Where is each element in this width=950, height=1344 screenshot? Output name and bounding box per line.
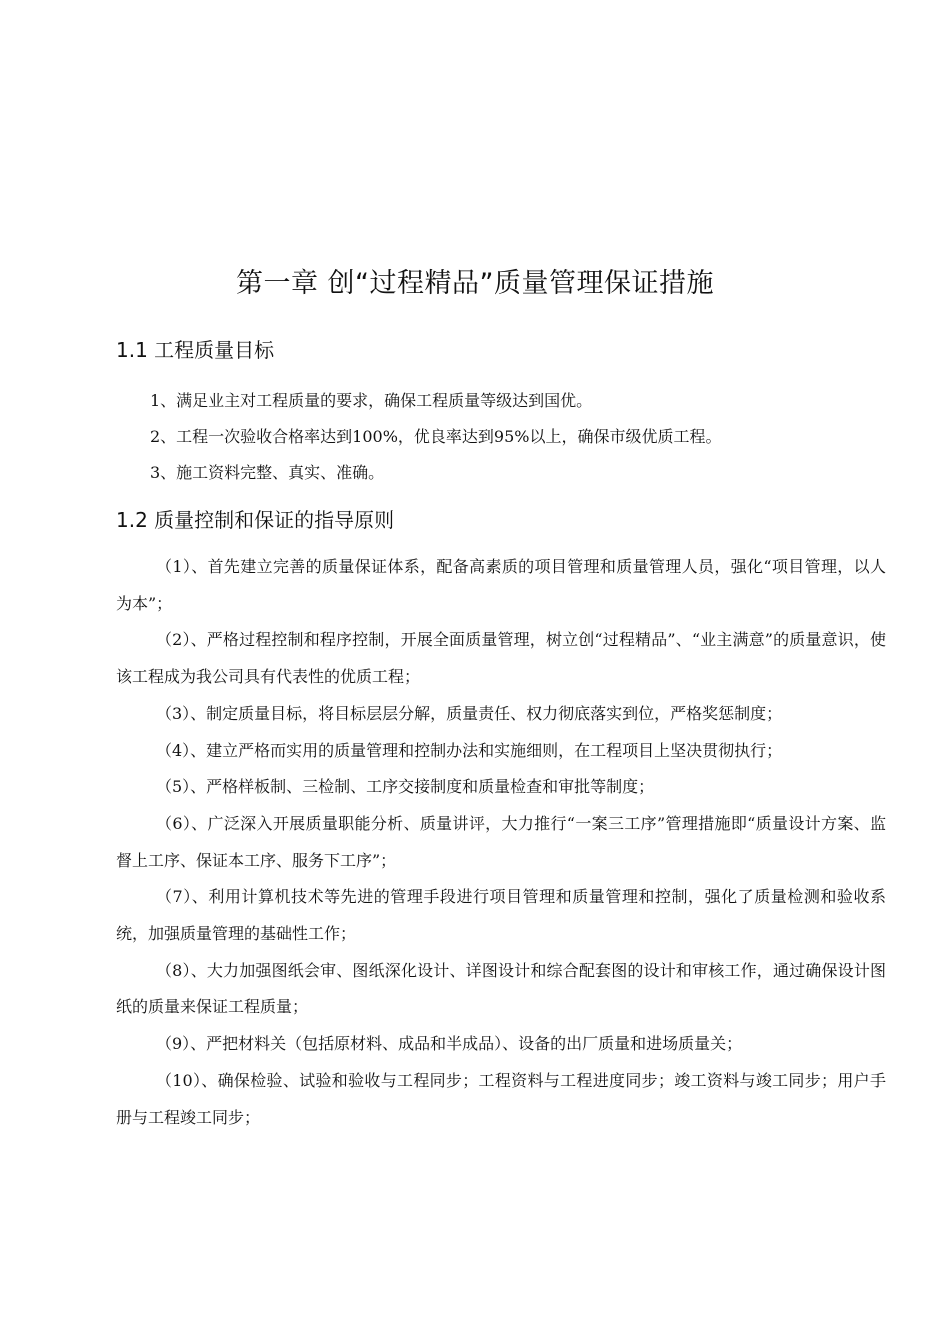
section-heading-quality-goals: 1.1 工程质量目标 bbox=[116, 338, 275, 362]
principle-paragraph: （5）、严格样板制、三检制、工序交接制度和质量检查和审批等制度； bbox=[156, 777, 655, 797]
goal-item: 3、施工资料完整、真实、准确。 bbox=[150, 463, 385, 482]
guiding-principles-list bbox=[116, 549, 886, 1136]
principle-paragraph: （6）、广泛深入开展质量职能分析、质量讲评，大力推行“一案三工序”管理措施即“质量设计方案、监督上工序、保证本工序、服务下工序”； bbox=[116, 813, 886, 870]
goal-item: 2、工程一次验收合格率达到100%，优良率达到95%以上，确保市级优质工程。 bbox=[150, 427, 722, 446]
principle-paragraph: （9）、严把材料关（包括原材料、成品和半成品）、设备的出厂质量和进场质量关； bbox=[156, 1034, 743, 1054]
principle-paragraph: （10）、确保检验、试验和验收与工程同步；工程资料与工程进度同步；竣工资料与竣工同步；用户手册与工程竣工同步； bbox=[116, 1070, 886, 1127]
goal-item: 1、满足业主对工程质量的要求，确保工程质量等级达到国优。 bbox=[150, 391, 593, 410]
principle-paragraph: （7）、利用计算机技术等先进的管理手段进行项目管理和质量管理和控制，强化了质量检测和验收系统，加强质量管理的基础性工作； bbox=[116, 887, 886, 944]
quality-goals-list bbox=[150, 383, 890, 491]
principle-paragraph: （2）、严格过程控制和程序控制，开展全面质量管理，树立创“过程精品”、“业主满意”的质量意识，使该工程成为我公司具有代表性的优质工程； bbox=[116, 630, 886, 687]
chapter-title: 第一章 创“过程精品”质量管理保证措施 bbox=[235, 268, 715, 299]
principle-paragraph: （1）、首先建立完善的质量保证体系，配备高素质的项目管理和质量管理人员，强化“项目管理，以人为本”； bbox=[116, 557, 886, 613]
section-heading-guiding-principles: 1.2 质量控制和保证的指导原则 bbox=[116, 508, 395, 532]
principle-paragraph: （8）、大力加强图纸会审、图纸深化设计、详图设计和综合配套图的设计和审核工作，通过确保设计图纸的质量来保证工程质量； bbox=[116, 960, 886, 1017]
principle-paragraph: （3）、制定质量目标，将目标层层分解，质量责任、权力彻底落实到位，严格奖惩制度； bbox=[156, 703, 783, 723]
principle-paragraph: （4）、建立严格而实用的质量管理和控制办法和实施细则，在工程项目上坚决贯彻执行； bbox=[156, 740, 783, 760]
